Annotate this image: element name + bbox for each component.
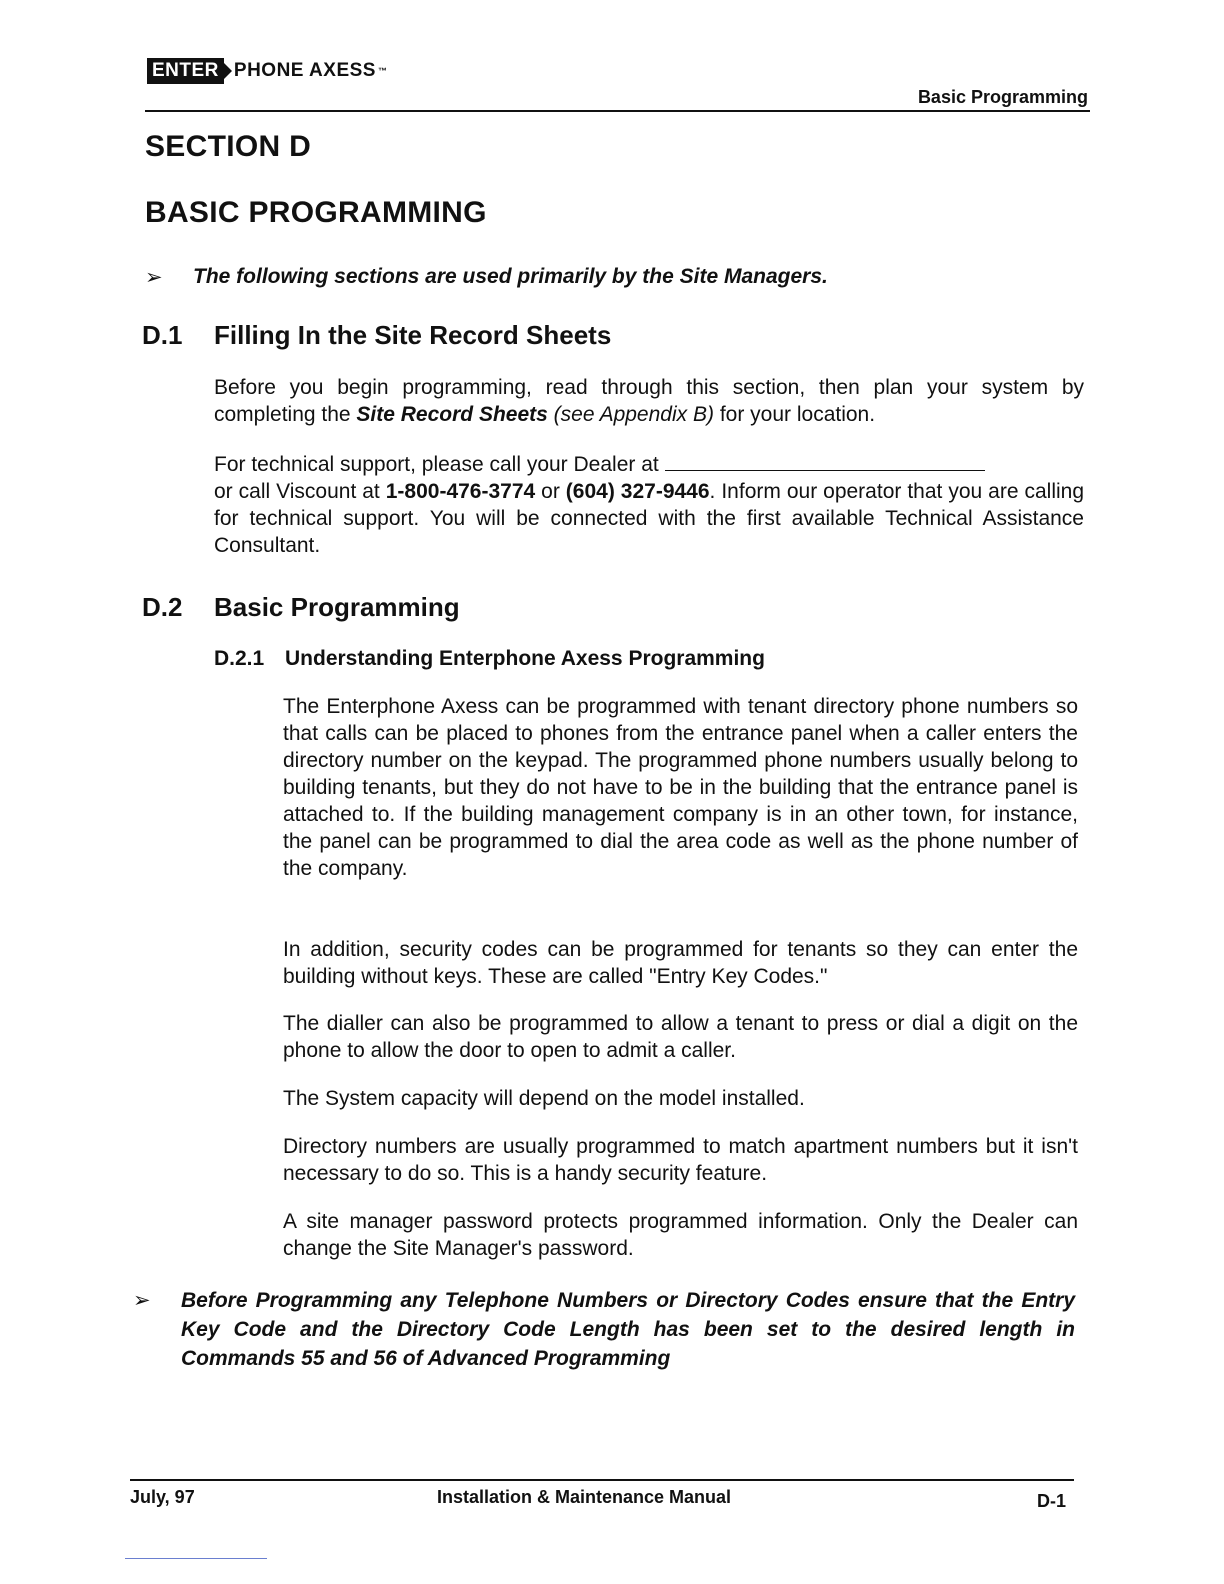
logo-trademark: ™	[377, 66, 388, 76]
heading-d2-number: D.2	[142, 592, 183, 622]
heading-d1-number: D.1	[142, 320, 183, 350]
footer-page-number: D-1	[1037, 1491, 1067, 1511]
section-subtitle: BASIC PROGRAMMING	[145, 196, 487, 229]
d21-paragraph-6: A site manager password protects programmed information. Only the Dealer can change the Site Manager's password.	[283, 1210, 1078, 1260]
heading-d21-title: Understanding Enterphone Axess Programming	[285, 647, 765, 670]
footer-rule	[130, 1479, 1074, 1481]
support-phone-local: (604) 327-9446	[565, 480, 710, 503]
footer-manual-title: Installation & Maintenance Manual	[437, 1487, 732, 1507]
d1-p1-text-a: Before you begin programming, read through this section, then plan your system by completing the	[214, 376, 1084, 426]
logo-arrow-icon	[224, 63, 232, 79]
heading-d1	[142, 320, 611, 351]
d21-paragraph-1: The Enterphone Axess can be programmed with tenant directory phone numbers so that calls can be placed to phones from the entrance panel when a caller enters the directory number on the keypad. The programmed phone numbers usually belong to building tenants, but they do not have to be in the building that the entrance panel is attached to. If the building management company is in an other town, for instance, the panel can be programmed to dial the area code as well as the phone number of the company.	[283, 695, 1078, 880]
d1-p2-text-b: or call Viscount at	[214, 480, 386, 503]
heading-d1-title: Filling In the Site Record Sheets	[214, 320, 612, 350]
heading-d2	[142, 592, 460, 623]
support-phone-tollfree: 1-800-476-3774	[385, 480, 536, 503]
scan-artifact-line	[125, 1558, 267, 1559]
arrow-bullet-icon: ➢	[133, 1289, 151, 1312]
heading-d21	[214, 647, 765, 671]
d21-paragraph-3: The dialler can also be programmed to allow a tenant to press or dial a digit on the phone to allow the door to open to admit a caller.	[283, 1012, 1078, 1062]
site-manager-note-text: The following sections are used primarily by the Site Managers.	[193, 265, 828, 288]
programming-warning-note	[133, 1286, 1075, 1373]
d1-paragraph-1	[214, 374, 1084, 428]
logo-enter-box: ENTER	[147, 58, 224, 84]
appendix-ref: (see Appendix B)	[547, 403, 714, 426]
d1-paragraph-2	[214, 450, 1084, 559]
footer-date: July, 97	[130, 1487, 195, 1507]
section-title: SECTION D	[145, 130, 312, 163]
d21-paragraph-4: The System capacity will depend on the model installed.	[283, 1087, 805, 1110]
site-manager-note	[145, 265, 1123, 289]
arrow-bullet-icon: ➢	[145, 266, 163, 289]
d1-p2-text-a: For technical support, please call your Dealer at	[214, 453, 665, 476]
d1-p2-text-d: . Inform our operator that you are calling for technical support. You will be connected with the first available Technical Assistance Consultant.	[214, 480, 1085, 557]
d21-paragraph-5: Directory numbers are usually programmed to match apartment numbers but it isn't necessary to do so. This is a handy security feature.	[283, 1135, 1078, 1185]
site-record-sheets-ref: Site Record Sheets	[356, 403, 548, 426]
logo-text: PHONE AXESS	[233, 60, 376, 81]
d1-p2-text-c: or	[535, 480, 566, 503]
heading-d21-number: D.2.1	[214, 647, 265, 670]
d21-paragraph-2: In addition, security codes can be programmed for tenants so they can enter the building without keys. These are called "Entry Key Codes."	[283, 938, 1078, 988]
d1-p1-text-d: for your location.	[713, 403, 876, 426]
programming-warning-text: Before Programming any Telephone Numbers or Directory Codes ensure that the Entry Key Code and the Directory Code Length has been set to the desired length in Commands 55 and 56 of Advanced Programming	[181, 1289, 1075, 1370]
enterphone-logo	[147, 58, 387, 84]
running-header: Basic Programming	[917, 87, 1088, 107]
dealer-phone-blank	[665, 450, 985, 471]
heading-d2-title: Basic Programming	[214, 592, 460, 622]
header-rule	[145, 110, 1090, 112]
